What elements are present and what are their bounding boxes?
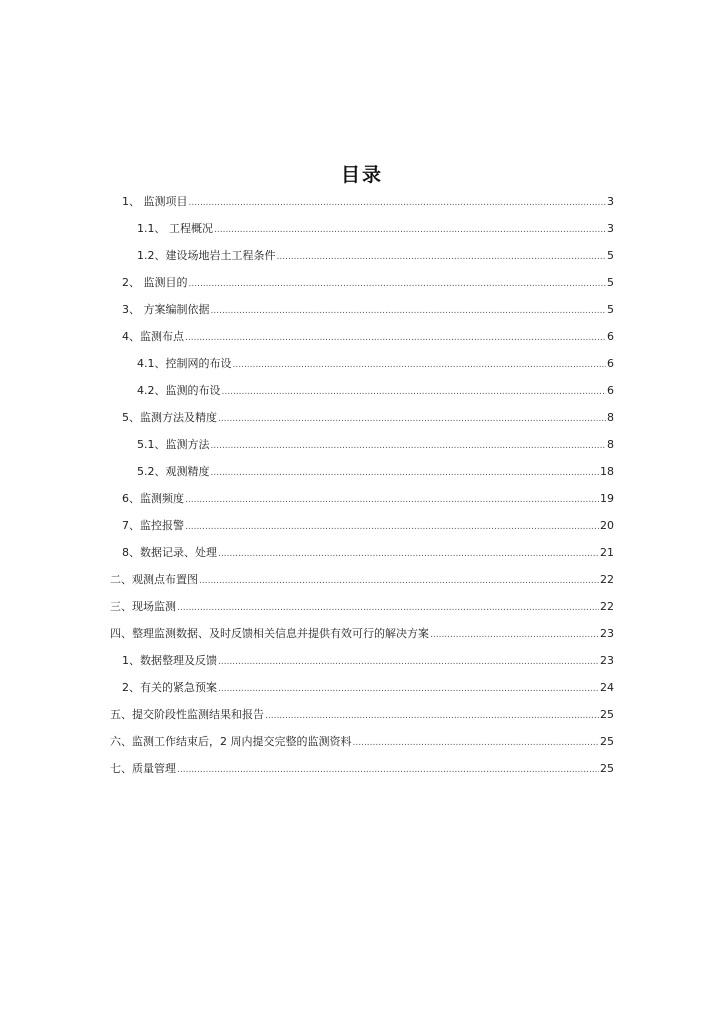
toc-entry-text: 1.1、 工程概况 xyxy=(137,222,213,235)
toc-entry-text: 七、质量管理 xyxy=(110,762,176,775)
toc-entry-page: 8 xyxy=(607,411,614,424)
toc-entry[interactable] xyxy=(122,543,614,563)
toc-leader-dots xyxy=(185,516,599,537)
toc-leader-dots xyxy=(218,651,599,672)
toc-entry-text: 1、 监测项目 xyxy=(122,195,188,208)
toc-leader-dots xyxy=(189,192,607,213)
toc-entry[interactable] xyxy=(110,759,614,779)
toc-entry-text: 六、监测工作结束后，2 周内提交完整的监测资料 xyxy=(110,735,352,748)
toc-entry[interactable] xyxy=(122,408,614,428)
toc-entry-page: 18 xyxy=(600,465,614,478)
toc-entry-text: 二、观测点布置图 xyxy=(110,573,198,586)
toc-entry[interactable] xyxy=(110,570,614,590)
toc-entry-page: 25 xyxy=(600,735,614,748)
toc-leader-dots xyxy=(218,678,599,699)
toc-entry[interactable] xyxy=(137,435,614,455)
toc-leader-dots xyxy=(218,408,606,429)
toc-entry-text: 5.2、观测精度 xyxy=(137,465,210,478)
toc-entry-page: 22 xyxy=(600,573,614,586)
toc-entry-page: 6 xyxy=(607,384,614,397)
toc-leader-dots xyxy=(199,570,599,591)
toc-leader-dots xyxy=(189,273,607,294)
toc-entry-page: 3 xyxy=(607,222,614,235)
toc-entry-text: 5、监测方法及精度 xyxy=(122,411,217,424)
toc-leader-dots xyxy=(211,300,607,321)
toc-entry[interactable] xyxy=(122,651,614,671)
toc-entry[interactable] xyxy=(137,246,614,266)
toc-leader-dots xyxy=(177,597,599,618)
toc-entry-text: 7、监控报警 xyxy=(122,519,184,532)
toc-entry-page: 19 xyxy=(600,492,614,505)
toc-entry-text: 2、 监测目的 xyxy=(122,276,188,289)
toc-entry-page: 20 xyxy=(600,519,614,532)
toc-entry[interactable] xyxy=(110,624,614,644)
toc-leader-dots xyxy=(214,219,606,240)
toc-entry[interactable] xyxy=(110,597,614,617)
toc-leader-dots xyxy=(233,354,607,375)
toc-title: 目录 xyxy=(340,164,383,186)
toc-entry[interactable] xyxy=(122,516,614,536)
toc-entry-page: 8 xyxy=(607,438,614,451)
toc-entry-page: 5 xyxy=(607,249,614,262)
toc-entry-page: 6 xyxy=(607,357,614,370)
toc-leader-dots xyxy=(211,462,600,483)
toc-leader-dots xyxy=(185,327,606,348)
toc-entry[interactable] xyxy=(122,273,614,293)
toc-entry-page: 3 xyxy=(607,195,614,208)
toc-entry-page: 21 xyxy=(600,546,614,559)
toc-entry-page: 23 xyxy=(600,627,614,640)
toc-entry[interactable] xyxy=(137,354,614,374)
toc-entry[interactable] xyxy=(122,489,614,509)
toc-entry-text: 4、监测布点 xyxy=(122,330,184,343)
toc-entry-page: 5 xyxy=(607,276,614,289)
toc-entry-page: 5 xyxy=(607,303,614,316)
toc-entry[interactable] xyxy=(137,462,614,482)
toc-entry[interactable] xyxy=(122,300,614,320)
toc-entry[interactable] xyxy=(122,192,614,212)
toc-entry-page: 24 xyxy=(600,681,614,694)
toc-entry[interactable] xyxy=(137,381,614,401)
toc-entry[interactable] xyxy=(110,705,614,725)
toc-leader-dots xyxy=(211,435,607,456)
toc-entry[interactable] xyxy=(137,219,614,239)
toc-entry[interactable] xyxy=(122,327,614,347)
toc-entry-text: 1、数据整理及反馈 xyxy=(122,654,217,667)
toc-entry-text: 1.2、建设场地岩土工程条件 xyxy=(137,249,276,262)
toc-entry-text: 3、 方案编制依据 xyxy=(122,303,210,316)
toc-leader-dots xyxy=(277,246,607,267)
toc-entry-page: 25 xyxy=(600,708,614,721)
toc-entry-page: 23 xyxy=(600,654,614,667)
toc-entry-text: 5.1、监测方法 xyxy=(137,438,210,451)
toc-leader-dots xyxy=(430,624,599,645)
toc-leader-dots xyxy=(222,381,607,402)
toc-entry-text: 8、数据记录、处理 xyxy=(122,546,217,559)
toc-entry-text: 四、整理监测数据、及时反馈相关信息并提供有效可行的解决方案 xyxy=(110,627,429,640)
toc-entry-text: 五、提交阶段性监测结果和报告 xyxy=(110,708,264,721)
toc-entry[interactable] xyxy=(110,732,614,752)
toc-leader-dots xyxy=(265,705,599,726)
toc-entry-page: 25 xyxy=(600,762,614,775)
toc-entry-text: 2、有关的紧急预案 xyxy=(122,681,217,694)
toc-entry-text: 4.1、控制网的布设 xyxy=(137,357,232,370)
toc-entry-text: 4.2、监测的布设 xyxy=(137,384,221,397)
toc-entry-page: 6 xyxy=(607,330,614,343)
toc-leader-dots xyxy=(185,489,599,510)
toc-entry[interactable] xyxy=(122,678,614,698)
toc-leader-dots xyxy=(353,732,600,753)
toc-entry-text: 6、监测频度 xyxy=(122,492,184,505)
toc-entry-text: 三、现场监测 xyxy=(110,600,176,613)
toc-entry-page: 22 xyxy=(600,600,614,613)
toc-leader-dots xyxy=(177,759,599,780)
toc-leader-dots xyxy=(218,543,599,564)
